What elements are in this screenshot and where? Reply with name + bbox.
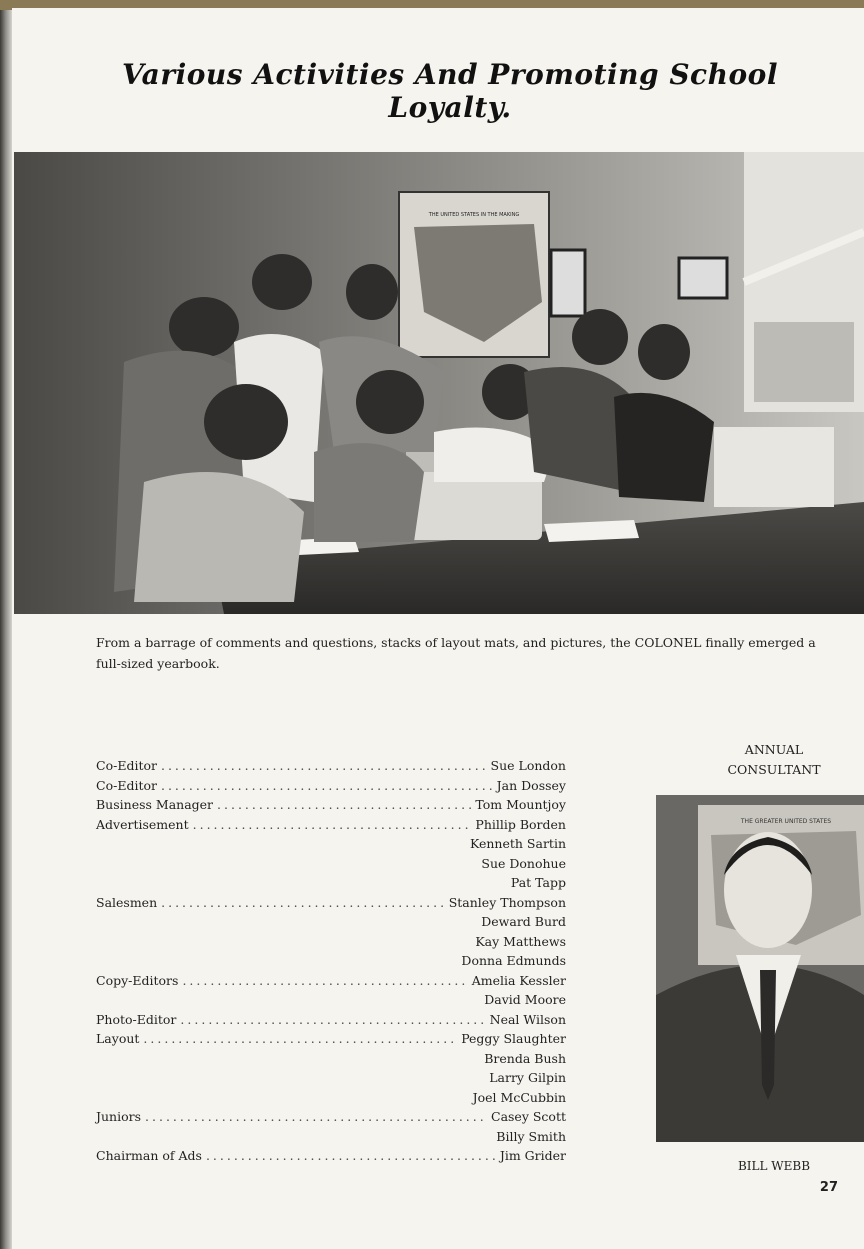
staff-row xyxy=(96,1012,566,1032)
page-binding xyxy=(0,10,12,1249)
staff-member-name: Donna Edmunds xyxy=(461,953,566,968)
staff-row xyxy=(96,778,566,798)
staff-row xyxy=(96,797,566,817)
staff-member-name: Tom Mountjoy xyxy=(475,797,566,812)
staff-member-name: Jan Dossey xyxy=(496,777,566,793)
staff-member-name: Stanley Thompson xyxy=(448,894,566,910)
staff-row xyxy=(96,817,566,837)
staff-role: Juniors xyxy=(96,1109,142,1124)
dot-leader xyxy=(145,1109,487,1124)
staff-group-photo xyxy=(14,152,864,614)
staff-role: Chairman of Ads xyxy=(96,1148,202,1163)
staff-row xyxy=(96,1148,566,1168)
staff-row xyxy=(96,875,566,895)
consultant-label-line1: ANNUAL xyxy=(744,742,804,757)
staff-member-name: Phillip Borden xyxy=(475,816,566,832)
consultant-portrait xyxy=(656,795,864,1142)
staff-row xyxy=(96,1031,566,1051)
page-number: 27 xyxy=(819,1180,838,1195)
staff-member-name: Jim Grider xyxy=(499,1148,566,1163)
staff-member-name: Billy Smith xyxy=(496,1128,566,1144)
portrait-map-caption: THE GREATER UNITED STATES xyxy=(740,818,832,825)
photo-caption: From a barrage of comments and questions, stacks of layout mats, and pictures, the COLONEL finally emerged a full-sized yearbook. xyxy=(96,635,816,671)
dot-leader xyxy=(182,973,467,988)
staff-role: Layout xyxy=(96,1031,140,1046)
dot-leader xyxy=(143,1031,457,1046)
staff-role: Business Manager xyxy=(96,797,214,812)
staff-row xyxy=(96,1129,566,1149)
staff-row xyxy=(96,895,566,915)
consultant-name: BILL WEBB xyxy=(737,1159,811,1173)
dot-leader xyxy=(217,797,471,812)
staff-role: Advertisement xyxy=(96,816,189,832)
staff-row xyxy=(96,1070,566,1090)
staff-row xyxy=(96,758,566,778)
staff-row xyxy=(96,1109,566,1129)
staff-member-name: David Moore xyxy=(484,992,566,1007)
dot-leader xyxy=(161,758,487,773)
dot-leader xyxy=(161,895,445,910)
staff-row xyxy=(96,973,566,993)
staff-row xyxy=(96,836,566,856)
staff-row xyxy=(96,1090,566,1110)
staff-member-name: Sue Donohue xyxy=(481,855,566,871)
staff-member-name: Deward Burd xyxy=(481,914,566,929)
staff-role: Copy-Editors xyxy=(96,972,179,988)
staff-member-name: Kenneth Sartin xyxy=(469,836,566,851)
staff-member-name: Sue London xyxy=(490,758,566,773)
staff-member-name: Pat Tapp xyxy=(510,875,566,890)
staff-list xyxy=(96,758,566,1168)
staff-member-name: Casey Scott xyxy=(491,1109,566,1124)
staff-role: Co-Editor xyxy=(96,758,157,773)
dot-leader xyxy=(193,817,472,832)
staff-row xyxy=(96,914,566,934)
staff-row xyxy=(96,953,566,973)
staff-member-name: Brenda Bush xyxy=(484,1050,566,1066)
staff-row xyxy=(96,934,566,954)
wall-map-caption: THE UNITED STATES IN THE MAKING xyxy=(428,212,520,218)
staff-row xyxy=(96,992,566,1012)
staff-row xyxy=(96,1051,566,1071)
staff-member-name: Amelia Kessler xyxy=(471,972,566,988)
wall-map xyxy=(399,192,549,357)
staff-role: Photo-Editor xyxy=(96,1011,177,1027)
dot-leader xyxy=(206,1148,496,1163)
staff-member-name: Larry Gilpin xyxy=(489,1070,566,1085)
consultant-label xyxy=(690,740,858,780)
staff-member-name: Peggy Slaughter xyxy=(461,1031,566,1046)
page-headline: Various Activities And Promoting School Loyalty. xyxy=(122,58,778,124)
dot-leader xyxy=(180,1012,485,1027)
staff-role: Co-Editor xyxy=(96,777,157,793)
staff-member-name: Kay Matthews xyxy=(475,933,566,949)
staff-member-name: Joel McCubbin xyxy=(472,1089,566,1105)
staff-member-name: Neal Wilson xyxy=(489,1011,566,1027)
staff-row xyxy=(96,856,566,876)
dot-leader xyxy=(161,778,493,793)
consultant-label-line2: CONSULTANT xyxy=(727,762,821,777)
staff-role: Salesmen xyxy=(96,894,158,910)
